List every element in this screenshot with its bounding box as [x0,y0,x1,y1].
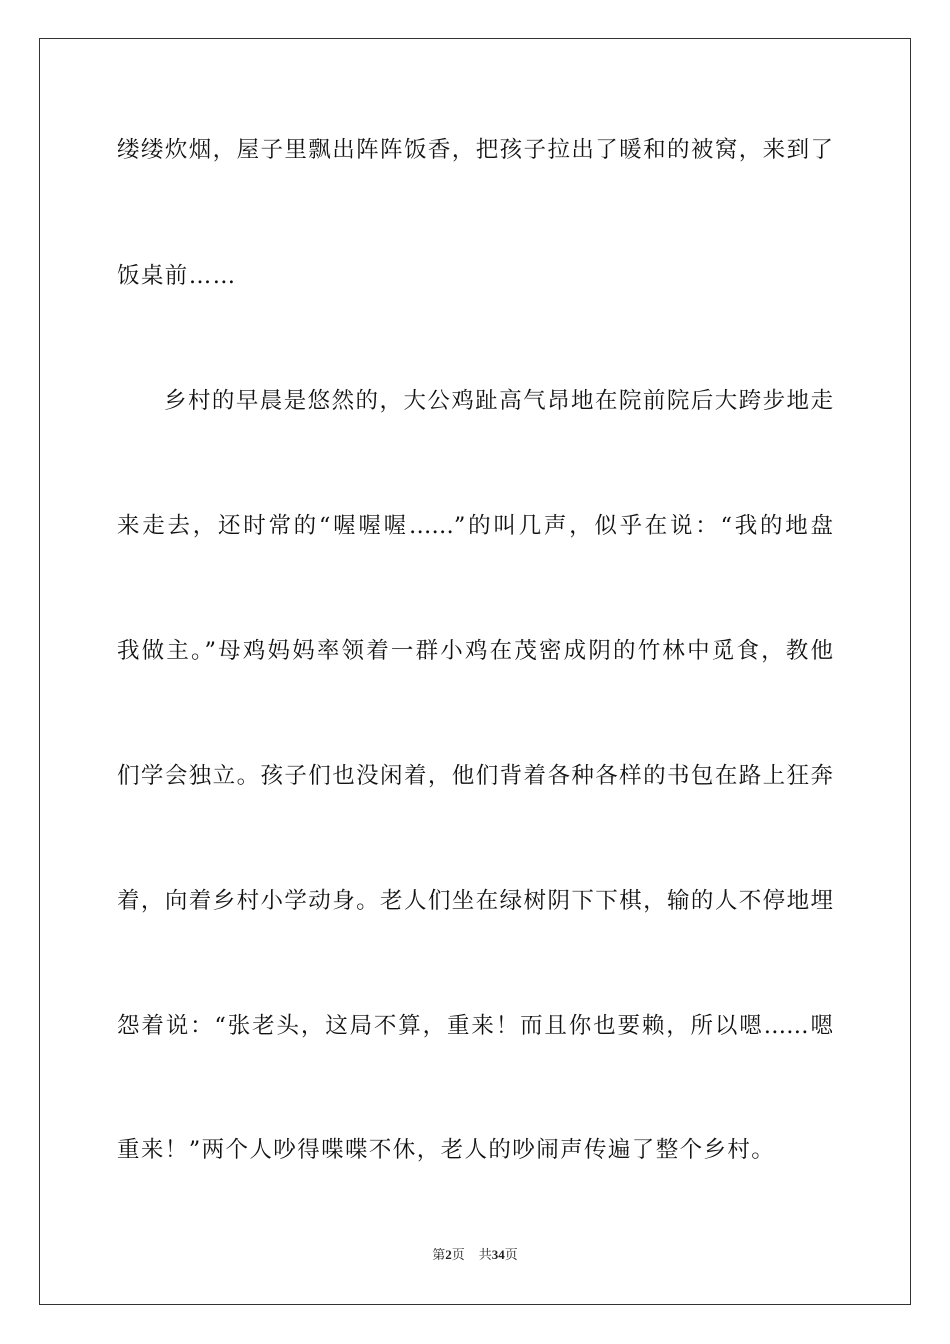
total-page-count: 34 [491,1247,505,1262]
paragraph-line-4: 来走去，还时常的“喔喔喔……”的叫几声，似乎在说：“我的地盘 [117,513,833,539]
total-prefix: 共 [478,1248,492,1263]
page-footer [0,1246,950,1265]
paragraph-line-6: 们学会独立。孩子们也没闲着，他们背着各种各样的书包在路上狂奔 [117,763,833,789]
page-suffix: 页 [451,1248,465,1263]
paragraph-line-9: 重来！”两个人吵得喋喋不休，老人的吵闹声传遍了整个乡村。 [117,1137,776,1163]
total-suffix: 页 [504,1248,518,1263]
paragraph-line-3: 乡村的早晨是悠然的，大公鸡趾高气昂地在院前院后大跨步地走 [164,388,833,414]
paragraph-line-1: 缕缕炊烟，屋子里飘出阵阵饭香，把孩子拉出了暖和的被窝，来到了 [117,137,833,163]
paragraph-line-8: 怨着说：“张老头，这局不算，重来！而且你也要赖，所以嗯……嗯 [117,1013,833,1039]
paragraph-line-5: 我做主。”母鸡妈妈率领着一群小鸡在茂密成阴的竹林中觅食，教他 [117,638,833,664]
current-page-number: 2 [445,1247,452,1262]
paragraph-line-2: 饭桌前…… [117,263,237,289]
page-border [39,38,911,1305]
page-prefix: 第 [432,1248,446,1263]
paragraph-line-7: 着，向着乡村小学动身。老人们坐在绿树阴下下棋，输的人不停地埋 [117,888,833,914]
